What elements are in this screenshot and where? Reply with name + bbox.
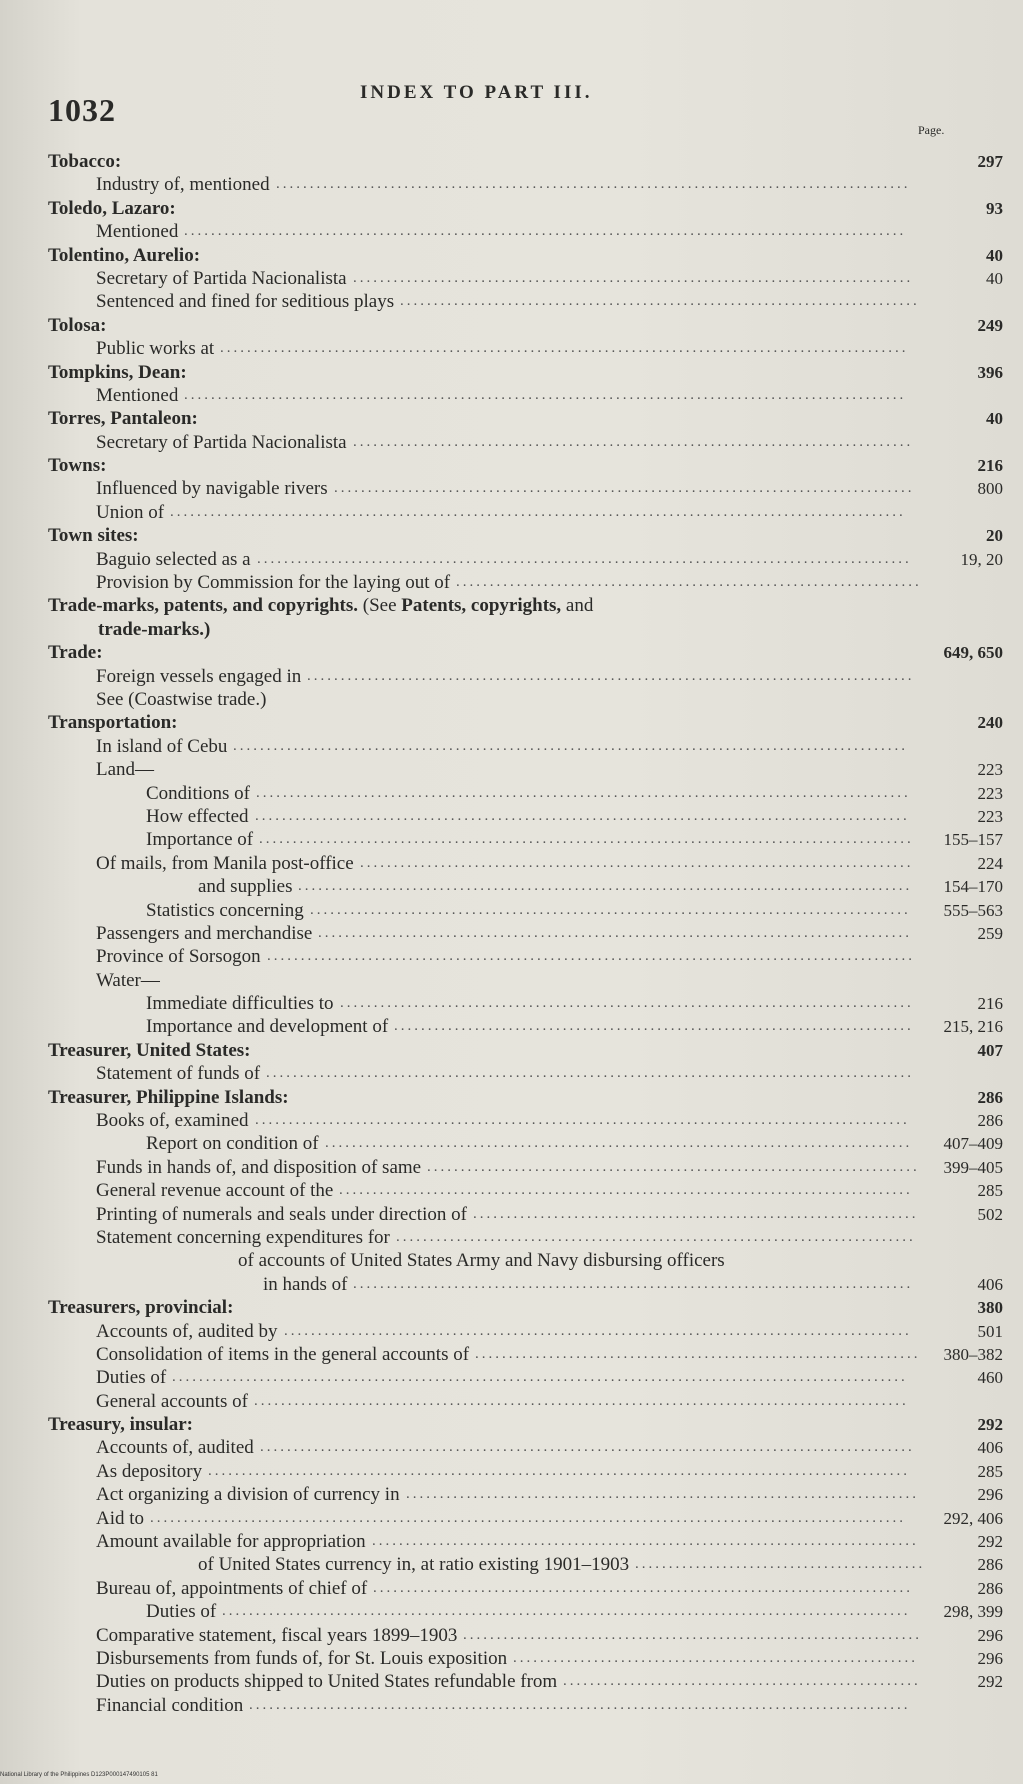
index-subentry <box>48 1553 1003 1576</box>
index-subentry <box>48 173 1003 196</box>
index-subentry <box>48 548 1003 571</box>
page-reference: 155–157 <box>943 830 1003 850</box>
entry-text: Duties on products shipped to United States refundable from <box>96 1671 558 1693</box>
index-subentry <box>48 1647 1003 1670</box>
index-subentry <box>48 899 1003 922</box>
entry-text: Sentenced and fined for seditious plays <box>96 291 395 313</box>
page-reference: 407 <box>977 1040 1003 1060</box>
entry-text: Importance and development of <box>146 1016 389 1038</box>
index-subentry <box>48 384 1003 407</box>
index-heading <box>48 641 1003 664</box>
index-subentry <box>48 337 1003 360</box>
page-reference: 259 <box>977 923 1003 943</box>
page-reference: 406 <box>977 1274 1003 1294</box>
page-reference: 285 <box>977 1181 1003 1201</box>
entry-text: Toledo, Lazaro: <box>48 197 176 219</box>
page-reference: 286 <box>977 1578 1003 1598</box>
leader-dots: ................................................................................................. <box>255 1112 910 1129</box>
index-subentry <box>48 501 1003 524</box>
entry-text: Funds in hands of, and disposition of same <box>96 1156 422 1178</box>
leader-dots: ..................................................................... <box>456 574 922 591</box>
entry-text: trade-marks.) <box>98 618 211 640</box>
page-reference: 40 <box>986 245 1003 265</box>
leader-dots: ........................................................................................................ <box>208 1462 910 1479</box>
leader-dots: ......................................................................... <box>427 1158 920 1175</box>
index-subentry <box>48 1343 1003 1366</box>
index-subentry <box>48 875 1003 898</box>
index-subentry <box>48 1624 1003 1647</box>
entry-text: General revenue account of the <box>96 1180 334 1202</box>
entry-text: Duties of <box>146 1601 217 1623</box>
index-subentry <box>48 1577 1003 1600</box>
leader-dots: ..................................................... <box>563 1673 921 1690</box>
entry-text: Province of Sorsogon <box>96 946 261 968</box>
leader-dots: ............................................................................ <box>406 1486 919 1503</box>
index-subentry <box>48 1179 1003 1202</box>
entry-text: Public works at <box>96 338 215 360</box>
entry-text: Consolidation of items in the general accounts of <box>96 1343 470 1365</box>
page-reference: 223 <box>977 760 1003 780</box>
index-subentry <box>48 922 1003 945</box>
page-reference: 216 <box>977 994 1003 1014</box>
index-subentry <box>48 1600 1003 1623</box>
leader-dots: ..................................................................................... <box>339 1182 913 1199</box>
page-reference: 800 <box>977 479 1003 499</box>
index-subentry <box>48 290 1003 313</box>
index-heading <box>48 711 1003 734</box>
index-subentry <box>48 1436 1003 1459</box>
page-reference: 215, 216 <box>943 1017 1003 1037</box>
leader-dots: .................................................................. <box>473 1205 919 1222</box>
entry-text: As depository <box>96 1460 203 1482</box>
entry-text: Importance of <box>146 829 254 851</box>
leader-dots: ................................................................................... <box>353 269 914 286</box>
entry-text: Immediate difficulties to <box>146 993 334 1015</box>
entry-text: Statement concerning expenditures for <box>96 1226 390 1248</box>
entry-text: Bureau of, appointments of chief of <box>96 1577 368 1599</box>
entry-text: Transportation: <box>48 712 178 734</box>
page-reference: 380 <box>977 1298 1003 1318</box>
page-reference: 19, 20 <box>960 549 1003 569</box>
leader-dots: ................................................................................................. <box>257 550 912 567</box>
page-reference: 292, 406 <box>943 1508 1003 1528</box>
leader-dots: ............................................................................................................. <box>172 1369 908 1386</box>
entry-text: Baguio selected as a <box>96 548 251 570</box>
page-reference: 407–409 <box>943 1134 1003 1154</box>
entry-text: General accounts of <box>96 1390 248 1412</box>
leader-dots: ........................................... <box>635 1556 926 1573</box>
page-reference: 296 <box>977 1485 1003 1505</box>
index-subentry <box>48 1670 1003 1693</box>
page-reference: 240 <box>977 713 1003 733</box>
page-reference: 396 <box>977 362 1003 382</box>
page-reference: 406 <box>977 1438 1003 1458</box>
entry-text: Secretary of Partida Nacionalista <box>96 431 347 453</box>
page-column-label: Page. <box>918 123 945 137</box>
entry-text: Mentioned <box>96 221 179 243</box>
entry-text: Treasury, insular: <box>48 1414 193 1436</box>
entry-text: Secretary of Partida Nacionalista <box>96 267 347 289</box>
index-subentry <box>48 1249 1003 1272</box>
leader-dots: .......................................................................................... <box>307 667 915 684</box>
entry-text: Foreign vessels engaged in <box>96 665 302 687</box>
leader-dots: .................................................................. <box>475 1345 921 1362</box>
leader-dots: ............................................................................................. <box>284 1322 912 1339</box>
entry-text: Conditions of <box>146 782 250 804</box>
entry-text: Comparative statement, fiscal years 1899–1903 <box>96 1624 458 1646</box>
page-reference: 224 <box>977 853 1003 873</box>
index-subentry <box>48 1366 1003 1389</box>
entry-text: Passengers and merchandise <box>96 922 313 944</box>
page-reference: 298, 399 <box>943 1602 1003 1622</box>
entry-text: Accounts of, audited <box>96 1437 254 1459</box>
footer-caption: National Library of the Philippines D123P000147490105 81 <box>0 1772 158 1778</box>
leader-dots: ................................................................................................. <box>256 784 911 801</box>
entry-text: Disbursements from funds of, for St. Louis exposition <box>96 1648 508 1669</box>
entry-text: Industry of, mentioned <box>96 174 270 196</box>
index-subentry <box>48 1320 1003 1343</box>
entry-text: Trade-marks, patents, and copyrights. (See Patents, copyrights, and <box>48 595 594 617</box>
page-reference: 285 <box>977 1461 1003 1481</box>
index-subentry <box>48 688 1003 711</box>
leader-dots: ................................................................................... <box>353 433 914 450</box>
page-reference: 292 <box>977 1532 1003 1552</box>
index-heading <box>48 244 1003 267</box>
entry-text: Tolosa: <box>48 314 107 336</box>
entry-text: Influenced by navigable rivers <box>96 478 328 500</box>
leader-dots: ................................................................................................. <box>260 1439 915 1456</box>
entry-text: in hands of <box>263 1273 348 1295</box>
page-reference: 555–563 <box>943 900 1003 920</box>
index-subentry <box>48 267 1003 290</box>
index-heading <box>48 1086 1003 1109</box>
leader-dots: ........................................................................................................... <box>184 223 907 240</box>
index-heading <box>48 1413 1003 1436</box>
page-reference: 20 <box>986 526 1003 546</box>
index-subentry <box>48 220 1003 243</box>
entry-text: Town sites: <box>48 525 139 547</box>
index-subentry <box>48 735 1003 758</box>
entry-text: of United States currency in, at ratio existing 1901–1903 <box>198 1554 630 1576</box>
entry-text: Of mails, from Manila post-office <box>96 852 354 874</box>
entry-text: How effected <box>146 805 249 827</box>
page-reference: 501 <box>977 1321 1003 1341</box>
entry-text: of accounts of United States Army and Navy disbursing officers <box>238 1250 725 1272</box>
index-subentry <box>48 1015 1003 1038</box>
page-reference: 297 <box>977 152 1003 171</box>
leader-dots: ............................................................................. <box>400 293 920 310</box>
entry-text: Treasurer, Philippine Islands: <box>48 1086 289 1108</box>
entry-text: Provision by Commission for the laying out of <box>96 572 451 594</box>
entry-text: Water— <box>96 969 160 991</box>
leader-dots: ................................................................................... <box>353 1275 914 1292</box>
index-subentry <box>48 1062 1003 1085</box>
page-reference: 154–170 <box>943 877 1003 897</box>
entry-text: Aid to <box>96 1507 145 1529</box>
index-subentry <box>48 1507 1003 1530</box>
index-subentry <box>48 805 1003 828</box>
leader-dots: ........................................................................................................... <box>184 386 907 403</box>
leader-dots: ................................................................................................. <box>254 1392 909 1409</box>
entry-text: Financial condition <box>96 1694 244 1716</box>
entry-text: Statement of funds of <box>96 1063 261 1085</box>
leader-dots: ..................................................................................... <box>340 995 914 1012</box>
leader-dots: ................................................................................................ <box>267 948 915 965</box>
index-subentry <box>48 1530 1003 1553</box>
leader-dots: ................................................................................................. <box>259 831 914 848</box>
entry-text: Treasurers, provincial: <box>48 1297 234 1319</box>
leader-dots: ........................................................................................ <box>318 924 912 941</box>
entry-text: Statistics concerning <box>146 899 304 921</box>
leader-dots: ................................................................................................. <box>255 807 910 824</box>
leader-dots: .................................................................................................. <box>249 1696 911 1713</box>
page-reference: 216 <box>977 456 1003 476</box>
index-subentry <box>48 1226 1003 1249</box>
entry-text: Trade: <box>48 642 103 664</box>
index-heading <box>48 594 1003 617</box>
entry-text: Printing of numerals and seals under direction of <box>96 1203 467 1225</box>
page-reference: 286 <box>977 1111 1003 1131</box>
leader-dots: .................................................................................................... <box>233 737 908 754</box>
page-reference: 223 <box>977 806 1003 826</box>
page-reference: 93 <box>986 198 1003 218</box>
leader-dots: ...................................................................................... <box>334 480 915 497</box>
index-subentry <box>48 1390 1003 1413</box>
page-reference: 460 <box>977 1368 1003 1388</box>
leader-dots: ................................................................................................ <box>266 1065 914 1082</box>
leader-dots: ....................................................................................... <box>325 1135 913 1152</box>
page-reference: 223 <box>977 783 1003 803</box>
index-subentry <box>48 665 1003 688</box>
index-heading <box>48 314 1003 337</box>
index-subentry <box>48 852 1003 875</box>
index-subentry <box>48 1694 1003 1717</box>
index-heading <box>48 1296 1003 1319</box>
page-reference: 286 <box>977 1087 1003 1107</box>
page-reference: 649, 650 <box>943 643 1003 663</box>
leader-dots: ............................................................ <box>513 1650 918 1666</box>
leader-dots: ......................................................................................... <box>310 901 911 918</box>
index-heading <box>48 150 1003 173</box>
index-subentry <box>48 828 1003 851</box>
index-subentry <box>48 992 1003 1015</box>
leader-dots: ............................................................................. <box>394 1018 914 1035</box>
leader-dots: ...................................................................................................... <box>222 1603 911 1620</box>
entry-text: Accounts of, audited by <box>96 1320 278 1342</box>
entry-text: Towns: <box>48 455 107 477</box>
index-subentry <box>48 571 1003 594</box>
page-number: 1032 <box>48 92 116 128</box>
entry-text: Amount available for appropriation <box>96 1531 366 1553</box>
page-reference: 286 <box>977 1555 1003 1575</box>
index-heading <box>48 454 1003 477</box>
entry-text: See (Coastwise trade.) <box>96 688 267 710</box>
index-subentry <box>48 1156 1003 1179</box>
page-reference: 249 <box>977 315 1003 335</box>
index-heading <box>48 1039 1003 1062</box>
index-subentry <box>48 1273 1003 1296</box>
entry-text: Union of <box>96 501 165 523</box>
entry-text: Land— <box>96 759 155 781</box>
index-subentry <box>48 431 1003 454</box>
page-reference: 399–405 <box>943 1157 1003 1177</box>
leader-dots: ................................................................................ <box>373 1579 913 1596</box>
leader-dots: ................................................................................................................ <box>150 1509 906 1526</box>
entry-text: Report on condition of <box>146 1133 319 1155</box>
leader-dots: .................................................................... <box>463 1626 922 1643</box>
index-heading <box>48 197 1003 220</box>
index-subentry <box>48 969 1003 992</box>
page-reference: 292 <box>977 1672 1003 1692</box>
leader-dots: ............................................................................................................. <box>170 503 906 520</box>
leader-dots: .................................................................................. <box>360 854 914 871</box>
index-heading <box>48 407 1003 430</box>
entry-text: In island of Cebu <box>96 735 228 757</box>
index-subentry <box>48 945 1003 968</box>
index-subentry <box>48 1109 1003 1132</box>
page-reference: 40 <box>986 409 1003 429</box>
index-subentry <box>48 1132 1003 1155</box>
page-reference: 296 <box>977 1625 1003 1645</box>
page-reference: 40 <box>986 268 1003 288</box>
leader-dots: ................................................................................. <box>372 1533 919 1550</box>
entry-text: Torres, Pantaleon: <box>48 408 198 430</box>
index-entries <box>48 150 1003 1717</box>
index-subentry <box>48 1203 1003 1226</box>
page-reference: 292 <box>977 1415 1003 1435</box>
entry-text: Tolentino, Aurelio: <box>48 244 201 266</box>
leader-dots: ........................................................................................... <box>298 878 913 895</box>
entry-text: Duties of <box>96 1367 167 1389</box>
entry-text: Mentioned <box>96 384 179 406</box>
index-subentry <box>48 782 1003 805</box>
entry-text: and supplies <box>198 876 293 898</box>
index-subentry <box>48 1460 1003 1483</box>
index-subentry <box>48 1483 1003 1506</box>
page-reference: 502 <box>977 1204 1003 1224</box>
entry-text: Act organizing a division of currency in <box>96 1484 400 1506</box>
index-subentry <box>48 477 1003 500</box>
leader-dots: .............................................................................................. <box>276 176 911 193</box>
page-reference: 380–382 <box>943 1344 1003 1364</box>
index-subentry <box>48 618 1003 641</box>
leader-dots: ...................................................................................................... <box>220 340 909 357</box>
entry-text: Books of, examined <box>96 1110 249 1132</box>
index-heading <box>48 361 1003 384</box>
index-heading <box>48 524 1003 547</box>
entry-text: Tobacco: <box>48 151 122 172</box>
page-reference: 296 <box>977 1649 1003 1668</box>
entry-text: Tompkins, Dean: <box>48 361 187 383</box>
index-subentry <box>48 758 1003 781</box>
leader-dots: ............................................................................. <box>396 1228 916 1245</box>
page-title: INDEX TO PART III. <box>360 82 593 103</box>
entry-text: Treasurer, United States: <box>48 1039 251 1061</box>
